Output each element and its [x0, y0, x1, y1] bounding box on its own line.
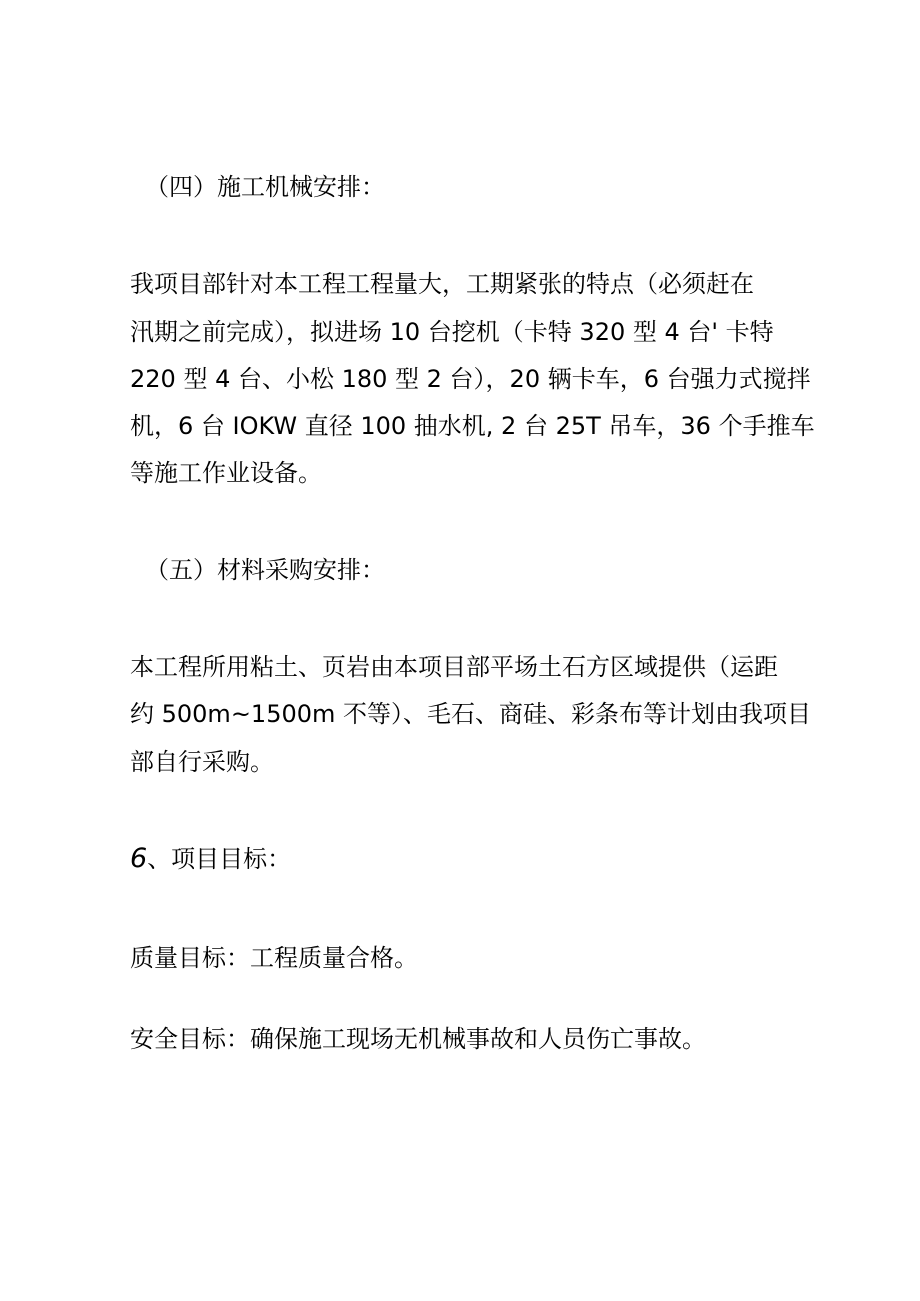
section-4-line-2: 汛期之前完成），拟进场 10 台挖机（卡特 320 型 4 台' 卡特	[130, 318, 774, 346]
section-5-line-3: 部自行采购。	[130, 748, 274, 776]
section-4-line-1: 我项目部针对本工程工程量大，工期紧张的特点（必须赶在	[130, 270, 754, 298]
section-5-heading: （五）材料采购安排：	[145, 556, 385, 584]
section-5-line-1: 本工程所用粘土、页岩由本项目部平场土石方区域提供（运距	[130, 653, 778, 681]
section-6-heading	[130, 835, 291, 883]
section-4-heading: （四）施工机械安排：	[145, 173, 385, 201]
section-6-number: 6	[130, 843, 148, 874]
quality-goal: 质量目标：工程质量合格。	[130, 944, 418, 972]
section-4-line-3: 220 型 4 台、小松 180 型 2 台），20 辆卡车，6 台强力式搅拌	[130, 365, 811, 393]
section-4-line-5: 等施工作业设备。	[130, 459, 322, 487]
section-4-line-4: 机，6 台 IOKW 直径 100 抽水机, 2 台 25T 吊车，36 个手推车	[130, 412, 815, 440]
safety-goal: 安全目标：确保施工现场无机械事故和人员伤亡事故。	[130, 1025, 706, 1053]
section-6-heading-text: 、项目目标：	[147, 845, 292, 873]
section-5-line-2: 约 500m~1500m 不等）、毛石、商硅、彩条布等计划由我项目	[130, 700, 812, 728]
